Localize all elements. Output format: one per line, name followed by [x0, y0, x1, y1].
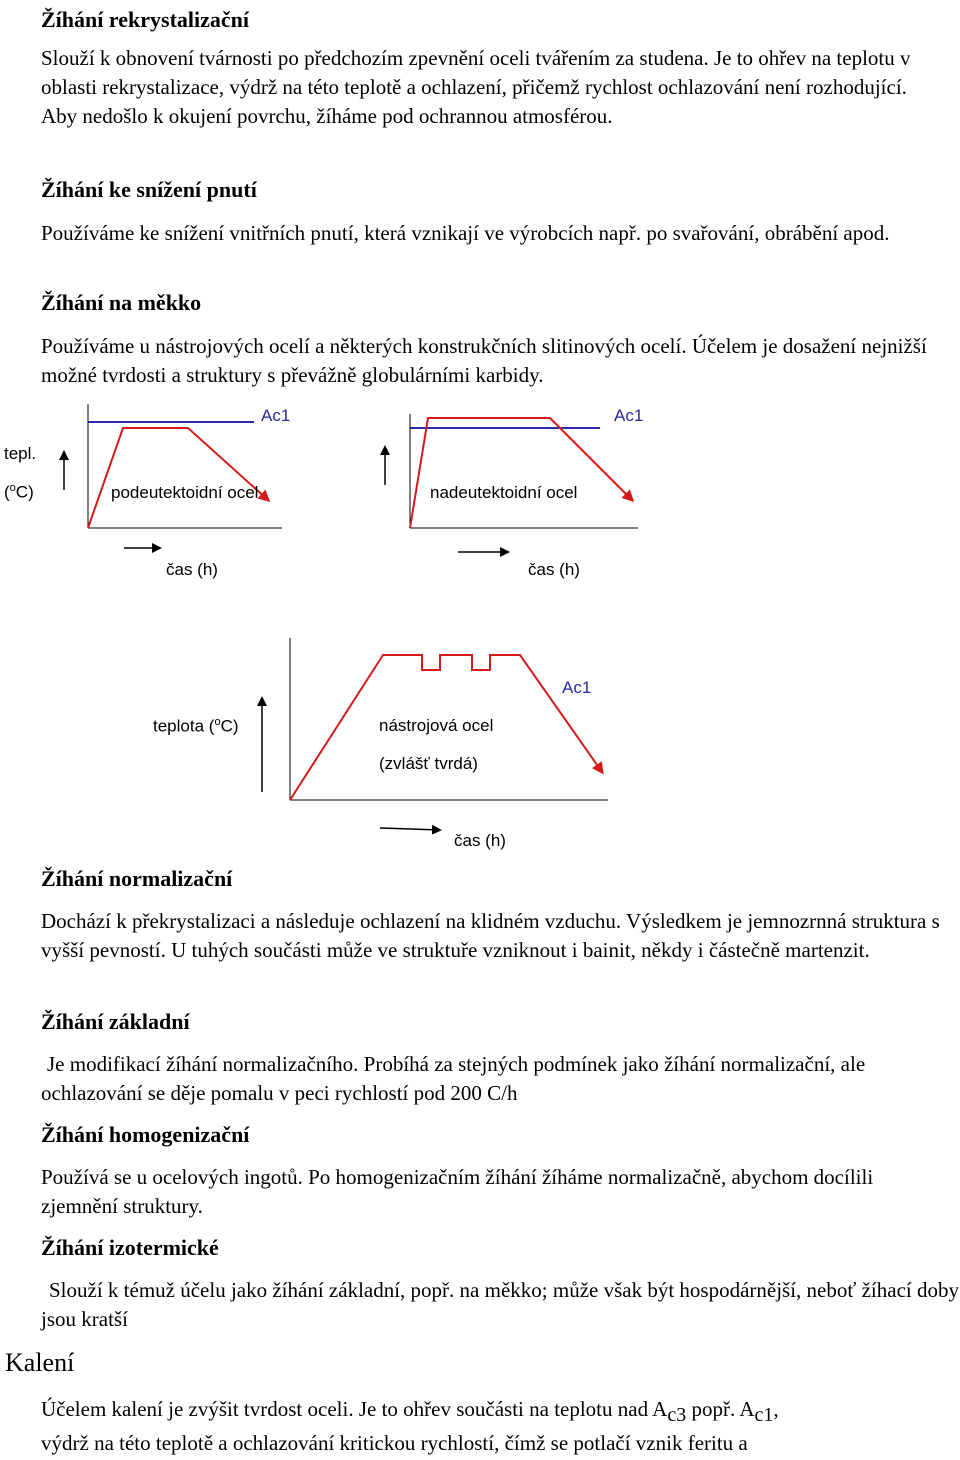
y-label-unit: ($^o$C) [4, 482, 34, 502]
para-homogenizacni: Používá se u ocelových ingotů. Po homogenizačním žíhání žíháme normalizačně, abychom docílili zjemnění struktury. [41, 1165, 874, 1218]
heading-izotermicke: Žíhání izotermické [41, 1235, 219, 1260]
curve-label-podeutektoidni: podeutektoidní ocel [111, 483, 259, 502]
diagram-podeutektoidni [64, 404, 282, 548]
heading-zakladni: Žíhání základní [41, 1009, 190, 1034]
curve-label-nastrojova: nástrojová ocel [379, 716, 494, 735]
para-na-mekko: Používáme u nástrojových ocelí a některých konstrukčních slitinových ocelí. Účelem je dosažení nejnižší možné tvrdosti a struktury s převážně globulárními karbidy. [41, 334, 927, 387]
heading-na-mekko: Žíhání na měkko [41, 290, 202, 315]
x-label-right: čas (h) [528, 560, 580, 579]
heating-curve [410, 418, 632, 528]
para-rekrystalizacni: Slouží k obnovení tvárnosti po předchozím zpevnění oceli tvářením za studena. Je to ohřev na teplotu v oblasti rekrystalizace, výdrž na této teplotě a ochlazení, přičemž rychlost ochlazování není rozhodující. Aby nedošlo k okujení povrchu, žíháme pod ochrannou atmosférou. [41, 46, 911, 128]
heading-homogenizacni: Žíhání homogenizační [41, 1122, 250, 1147]
heading-kaleni: Kalení [5, 1348, 75, 1377]
para-izotermicke: Slouží k témuž účelu jako žíhání základní, popř. na měkko; může však být hospodárnější, neboť žíhací doby jsou kratší [41, 1278, 959, 1331]
heading-rekrystalizacni: Žíhání rekrystalizační [41, 7, 249, 32]
x-label-left: čas (h) [166, 560, 218, 579]
y-label-teplota: teplota ($^o$C) [153, 716, 239, 736]
para-zakladni: Je modifikací žíhání normalizačního. Probíhá za stejných podmínek jako žíhání normalizační, ale ochlazování se děje pomalu v peci rychlostí pod 200 C/h [41, 1052, 866, 1105]
x-axis-arrow [380, 828, 440, 830]
curve-label-zvlast-tvrda: (zvlášť tvrdá) [379, 754, 478, 773]
heating-curve [88, 428, 268, 528]
para-normalizacni: Dochází k překrystalizaci a následuje ochlazení na klidném vzduchu. Výsledkem je jemnozrnná struktura s vyšší pevností. U tuhých součásti může ve struktuře vzniknout i bainit, někdy i částečně martenzit. [41, 909, 940, 962]
para-kaleni-line-1: Účelem kalení je zvýšit tvrdost oceli. Je to ohřev součásti na teplotu nad $A_{c3}$ popř. $A_{c1}$, [41, 1397, 779, 1427]
para-snizeni-pnuti: Používáme ke snížení vnitřních pnutí, která vznikají ve výrobcích např. po svařování, obrábění apod. [41, 221, 890, 245]
para-kaleni-line-2: výdrž na této teplotě a ochlazování kritickou rychlostí, čímž se potlačí vznik feritu a [41, 1431, 748, 1455]
curve-label-nadeutektoidni: nadeutektoidní ocel [430, 483, 578, 502]
ac1-label-tool: Ac1 [562, 678, 592, 697]
y-label-tepl: tepl. [4, 444, 37, 463]
heading-snizeni-pnuti: Žíhání ke snížení pnutí [41, 177, 257, 202]
ac1-label-left: Ac1 [261, 406, 291, 425]
x-label-tool: čas (h) [454, 831, 506, 850]
heading-normalizacni: Žíhání normalizační [41, 866, 233, 891]
ac1-label-right: Ac1 [614, 406, 644, 425]
